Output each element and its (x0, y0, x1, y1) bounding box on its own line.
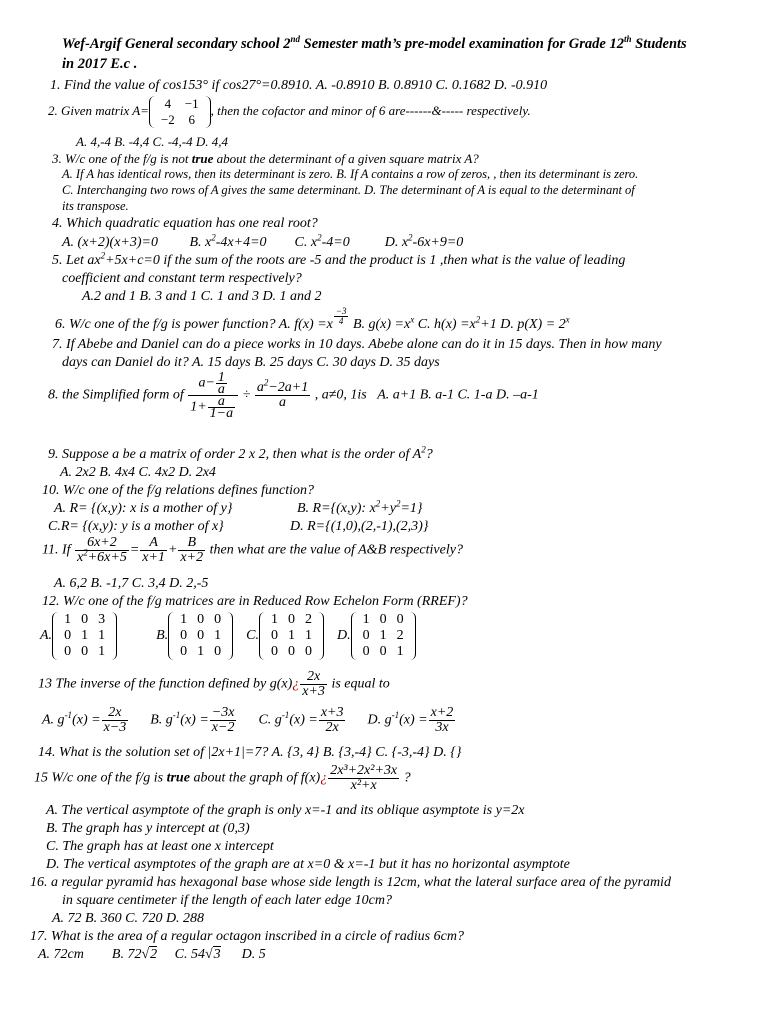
question-14: 14. What is the solution set of |2x+1|=7? A. {3, 4} B. {3,-4} C. {-3,-4} D. {} (38, 745, 462, 760)
question-12: 12. W/c one of the f/g matrices are in Reduced Row Echelon Form (RREF)? (42, 594, 468, 609)
question-13-choices: A. $g^{-1}(x)$ = $\frac{2x}{x-3}$ B. $g^{-1}(x)$ = $\frac{-3x}{x-2}$ C. $g^{-1}(x)$ = $\frac{x+3}{2x}$ D. $g^{-1}(x)$ = $\frac{x+2}{3x}$ (42, 705, 454, 735)
question-16: 16. a regular pyramid has hexagonal base whose side length is 12cm, what the lateral surface area of the pyramid (30, 875, 671, 890)
question-4-choices: A. (x+2)(x+3)=0 B. $x^2-4x+4=0$ C. $x^2-4=0$ D. $x^2-6x+9=0$ (62, 232, 464, 250)
question-5: 5. Let $ax^2+5x+c=0$ if the sum of the roots are -5 and the product is 1 ,then what is the value of leading (52, 250, 626, 268)
question-3-line2: A. If A has identical rows, then its determinant is zero. B. If A contains a row of zeros, , then its determinant is zero. (62, 167, 639, 181)
question-6: 6. W/c one of the f/g is power function? A. f(x) =x $^{\frac{-3}{4}}$ B. $g(x) =x^x$ C. $h(x) =x^2+1$ D. $p(X) = 2^x$ (55, 306, 570, 333)
question-5-line2: coefficient and constant term respectively? (62, 271, 302, 286)
question-16-choices: A. 72 B. 360 C. 720 D. 288 (52, 911, 205, 926)
matrix-a: 4 −1 −2 6 (149, 96, 211, 128)
question-11: 11. If $\frac{6x+2}{x^2+6x+5}$ = $\frac{A}{x+1}$ + $\frac{B}{x+2}$ then what are the value of A&B respectively? (42, 535, 463, 565)
question-15-choice-a: A. The vertical asymptote of the graph is only x=-1 and its oblique asymptote is y=2x (46, 803, 525, 818)
question-12-choices: A. 1 0 3 0 1 1 0 0 1 B. 1 0 0 0 0 1 0 1 0 C. 1 0 2 0 1 1 0 0 0 D. 1 0 0 0 1 2 0 0 1 (40, 612, 416, 660)
matrix-choice-b: 1 0 0 0 0 1 0 1 0 (168, 612, 233, 660)
question-7-line2: days can Daniel do it? A. 15 days B. 25 days C. 30 days D. 35 days (62, 355, 440, 370)
question-3-line4: its transpose. (62, 199, 129, 213)
question-17-choices: A. 72cm B. 72√2 C. 54√3 D. 5 (38, 947, 266, 962)
matrix-choice-c: 1 0 2 0 1 1 0 0 0 (259, 612, 324, 660)
question-11-choices: A. 6,2 B. -1,7 C. 3,4 D. 2,-5 (54, 576, 209, 591)
question-2-choices: A. 4,-4 B. -4,4 C. -4,-4 D. 4,4 (76, 134, 229, 149)
q8-second-fraction: $\frac{a^2-2a+1}{a}$ (256, 377, 309, 410)
question-9-choices: A. 2x2 B. 4x4 C. 4x2 D. 2x4 (60, 465, 216, 480)
question-10-choice-b: B. R={(x,y): $x^2+y^2=1$} (297, 498, 423, 516)
question-5-choices: A.2 and 1 B. 3 and 1 C. 1 and 3 D. 1 and 2 (82, 289, 322, 304)
question-9: 9. Suppose a be a matrix of order 2 x 2, then what is the order of $A^2$? (48, 444, 433, 462)
question-10: 10. W/c one of the f/g relations defines function? (42, 483, 315, 498)
exam-title-line2: in 2017 E.c . (62, 56, 138, 72)
question-10-choice-d: D. R={(1,0),(2,-1),(2,3)} (290, 519, 429, 534)
question-8: 8. the Simplified form of a− $\frac{1}{a}$ 1+ $\frac{a}{1-a}$ ÷ $\frac{a^2-2a+1}{a}$ , a≠0, 1is A. a+1 B. a-1 C. 1-a D. –a-1 (48, 370, 539, 421)
question-15-choice-b: B. The graph has y intercept at (0,3) (46, 821, 250, 836)
question-3: 3. W/c one of the f/g is not true about the determinant of a given square matrix A? (52, 151, 479, 166)
question-16-line2: in square centimeter if the length of each later edge 10cm? (62, 893, 392, 908)
question-10-choice-a: A. R= {(x,y): x is a mother of y} (54, 501, 233, 516)
matrix-choice-a: 1 0 3 0 1 1 0 0 1 (52, 612, 117, 660)
question-15-choice-c: C. The graph has at least one x intercept (46, 839, 274, 854)
question-17: 17. What is the area of a regular octagon inscribed in a circle of radius 6cm? (30, 929, 464, 944)
matrix-choice-d: 1 0 0 0 1 2 0 0 1 (351, 612, 416, 660)
question-4: 4. Which quadratic equation has one real root? (52, 216, 318, 231)
question-1: 1. Find the value of cos153° if cos27°=0.8910. A. -0.8910 B. 0.8910 C. 0.1682 D. -0.910 (50, 78, 548, 93)
question-7: 7. If Abebe and Daniel can do a piece works in 10 days. Abebe alone can do it in 15 days. Then in how many (52, 337, 662, 352)
question-15: 15 W/c one of the f/g is true about the graph of f(x)¿ $\frac{\text{2x³+2x²+3x}}{\text{x²+x}}$ ? (34, 763, 411, 793)
question-10-choice-c: C.R= {(x,y): y is a mother of x} (48, 519, 224, 534)
question-2: 2. Given matrix A= 4 −1 −2 6 , then the cofactor and minor of 6 are------&----- respectively. (48, 96, 531, 127)
question-3-line3: C. Interchanging two rows of A gives the same determinant. D. The determinant of A is equal to the determinant of (62, 183, 635, 197)
question-13: 13 The inverse of the function defined by g(x)¿ $\frac{2x}{x+3}$ is equal to (38, 669, 390, 699)
exam-title-line1: Wef-Argif General secondary school 2nd Semester math’s pre-model examination for Grade 12th Students (62, 34, 687, 52)
q8-complex-fraction: a− $\frac{1}{a}$ 1+ $\frac{a}{1-a}$ (188, 372, 238, 419)
question-15-choice-d: D. The vertical asymptotes of the graph are at x=0 & x=-1 but it has no horizontal asymptote (46, 857, 570, 872)
